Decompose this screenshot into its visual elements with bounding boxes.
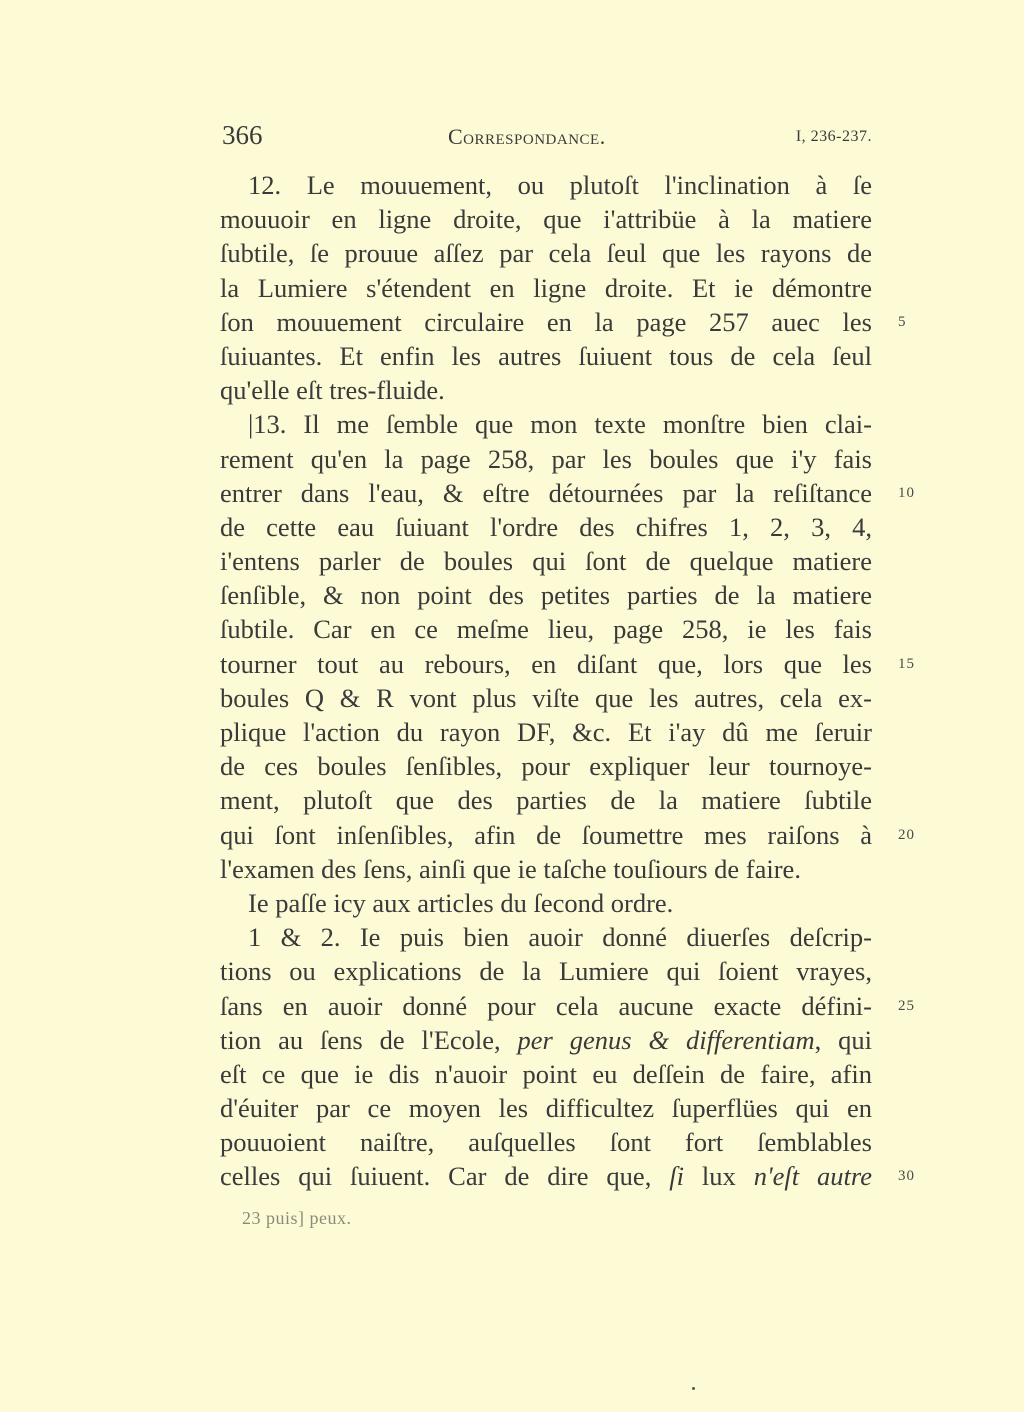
text-segment: eſt ce que ie dis n'auoir point eu deſſein de faire, afin (220, 1058, 872, 1089)
text-segment: pouuoient naiſtre, auſquelles ſont fort ſemblables (220, 1127, 872, 1158)
text-segment: |13. Il me ſemble que mon texte monſtre bien clai- (248, 409, 872, 440)
text-line (220, 544, 872, 578)
italic-segment: per genus & differentiam (517, 1024, 815, 1055)
text-segment: ſon mouuement circulaire en la page 257 auec les (220, 306, 872, 337)
text-segment: entrer dans l'eau, & eſtre détournées par la reſiſtance (220, 477, 872, 508)
text-segment: ſubtile, ſe prouue aſſez par cela ſeul que les rayons de (220, 238, 872, 269)
margin-line-number: 15 (898, 655, 915, 672)
body-text (220, 168, 915, 1194)
margin-line-number: 25 (898, 997, 915, 1014)
text-segment: ſuiuantes. Et enfin les autres ſuiuent tous de cela ſeul (220, 340, 872, 371)
text-line (220, 510, 872, 544)
text-line (220, 578, 872, 612)
text-segment: , qui (814, 1024, 872, 1055)
text-line (220, 168, 872, 202)
text-segment: ſenſible, & non point des petites parties de la matiere (220, 580, 872, 611)
footnote: 23 puis] peux. (242, 1208, 352, 1228)
text-line (220, 1091, 872, 1125)
text-line (220, 1023, 872, 1057)
text-segment: tion au ſens de l'Ecole, (220, 1024, 518, 1055)
text-line (220, 1057, 872, 1091)
volume-reference: I, 236-237. (795, 128, 872, 145)
text-segment: ſans en auoir donné pour cela aucune exacte défini- (220, 990, 872, 1021)
text-line (220, 920, 872, 954)
text-line (220, 989, 915, 1023)
text-segment: 12. Le mouuement, ou plutoſt l'inclination à ſe (248, 170, 872, 200)
text-line (220, 339, 872, 373)
text-line (220, 886, 872, 920)
text-line (220, 1125, 872, 1159)
text-line (220, 749, 872, 783)
text-line (220, 236, 872, 270)
text-segment: ment, plutoſt que des parties de la matiere ſubtile (220, 785, 872, 816)
text-segment: mouuoir en ligne droite, que i'attribüe à la matiere (220, 204, 872, 235)
text-segment: qui ſont inſenſibles, afin de ſoumettre mes raiſons à (220, 819, 872, 850)
text-segment: plique l'action du rayon DF, &c. Et i'ay dû me ſeruir (220, 717, 872, 747)
print-speck (692, 1387, 695, 1390)
text-segment: d'éuiter par ce moyen les difficultez ſuperflües qui en (220, 1093, 872, 1124)
text-line (220, 852, 872, 886)
margin-line-number: 10 (898, 484, 915, 501)
text-line (220, 818, 915, 852)
text-line (220, 1159, 915, 1193)
text-line (220, 647, 915, 681)
text-segment: ſubtile. Car en ce meſme lieu, page 258, ie les fais (220, 614, 872, 645)
text-segment: 1 & 2. Ie puis bien auoir donné diuerſes deſcrip- (248, 922, 872, 953)
text-line (220, 954, 872, 988)
text-segment: tions ou explications de la Lumiere qui ſoient vrayes, (220, 956, 872, 987)
text-line (220, 681, 872, 715)
text-segment: lux (683, 1161, 754, 1192)
text-segment: i'entens parler de boules qui ſont de quelque matiere (220, 546, 872, 577)
margin-line-number: 20 (898, 826, 915, 843)
text-line (220, 407, 872, 441)
text-segment: de ces boules ſenſibles, pour expliquer leur tournoye- (220, 751, 872, 782)
text-segment: tourner tout au rebours, en diſant que, lors que les (220, 648, 872, 679)
text-line (220, 783, 872, 817)
text-line (220, 715, 872, 749)
running-title: Correspondance. (448, 124, 606, 149)
text-line (220, 476, 915, 510)
text-segment: boules Q & R vont plus viſte que les autres, cela ex- (220, 682, 872, 713)
text-segment: la Lumiere s'étendent en ligne droite. Et ie démontre (220, 272, 872, 303)
text-segment: l'examen des ſens, ainſi que ie taſche touſiours de faire. (220, 853, 801, 884)
text-line (220, 612, 872, 646)
text-line (220, 305, 907, 339)
text-segment: celles qui ſuiuent. Car de dire que, (220, 1161, 670, 1192)
text-line (220, 442, 872, 476)
text-segment: de cette eau ſuiuant l'ordre des chifres 1, 2, 3, 4, (220, 511, 872, 542)
text-segment: Ie paſſe icy aux articles du ſecond ordre. (248, 887, 674, 918)
italic-segment: ſi (669, 1161, 684, 1192)
text-line (220, 271, 872, 305)
text-line (220, 373, 872, 407)
text-segment: rement qu'en la page 258, par les boules que i'y fais (220, 443, 872, 474)
margin-line-number: 5 (898, 313, 907, 330)
page-header (220, 120, 872, 160)
text-segment: qu'elle eſt tres-fluide. (220, 375, 445, 406)
text-line (220, 202, 872, 236)
page-number: 366 (222, 120, 263, 150)
italic-segment: n'eſt autre (753, 1161, 872, 1192)
margin-line-number: 30 (898, 1168, 915, 1185)
